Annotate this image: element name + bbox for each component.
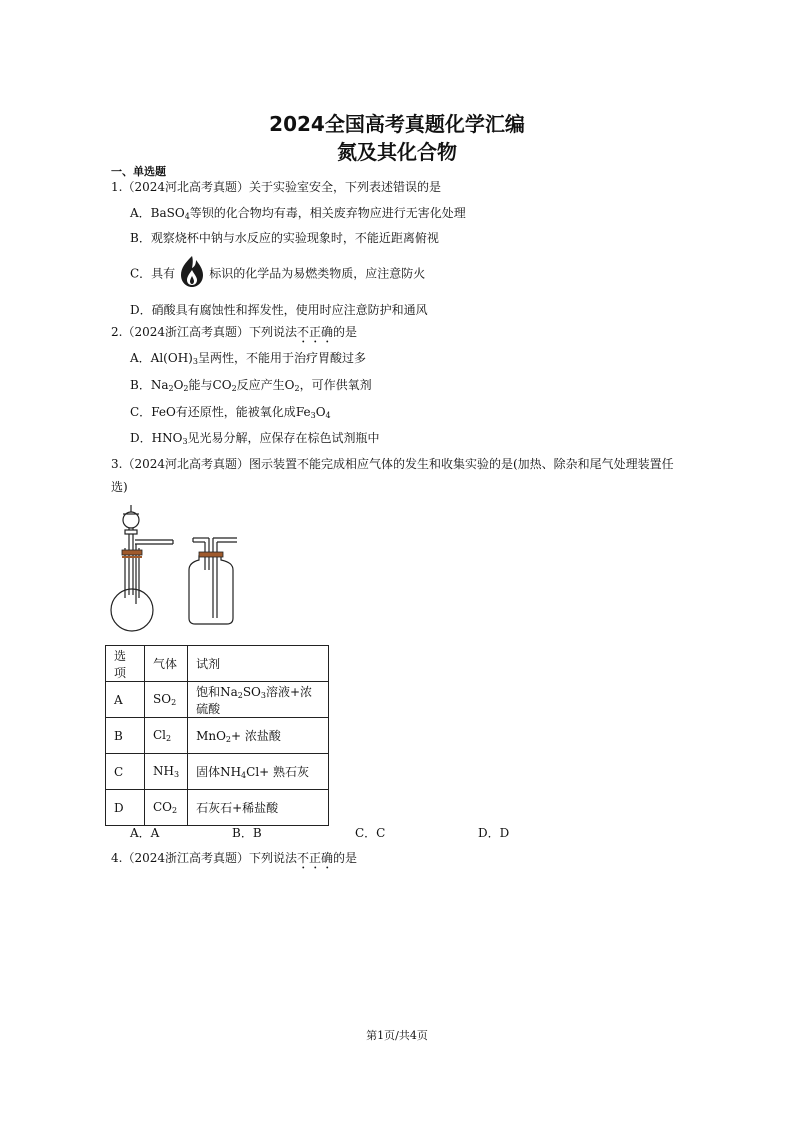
document-title: 2024全国高考真题化学汇编	[269, 112, 525, 136]
option-cell: D	[106, 790, 145, 826]
question-3-stem-line1: 3.（2024河北高考真题）图示装置不能完成相应气体的发生和收集实验的是(加热、除杂和尾气处理装置任	[111, 457, 674, 471]
q3-answer-b: B．B	[232, 826, 262, 840]
q1-option-d: D．硝酸具有腐蚀性和挥发性，使用时应注意防护和通风	[130, 303, 428, 317]
q1-option-a: A．BaSO$_4$等钡的化合物均有毒，相关废弃物应进行无害化处理	[130, 206, 466, 221]
document-subtitle: 氮及其化合物	[337, 140, 457, 164]
option-cell: A	[106, 682, 145, 718]
section-heading: 一、单选题	[111, 165, 166, 178]
option-cell: C	[106, 754, 145, 790]
reagent-table	[105, 645, 329, 826]
q2-option-a: A．$Al(OH)_3$呈两性，不能用于治疗胃酸过多	[130, 351, 366, 366]
question-4-stem: 4.（2024浙江高考真题）下列说法不正确的是	[111, 851, 358, 865]
gas-cell: $NH_3$	[145, 754, 188, 790]
round-bottom-flask	[111, 589, 153, 631]
table-header-cell: 选项	[106, 646, 145, 682]
table-row	[106, 718, 329, 754]
question-2-stem: 2.（2024浙江高考真题）下列说法不正确的是	[111, 325, 358, 339]
q2-option-b: B．$Na_2O_2$能与$CO_2$反应产生$O_2$，可作供氧剂	[130, 378, 372, 393]
gas-cell: $CO_2$	[145, 790, 188, 826]
reagent-cell: 石灰石+稀盐酸	[188, 790, 329, 826]
gas-cell: $Cl_2$	[145, 718, 188, 754]
q3-answer-c: C．C	[355, 826, 386, 840]
q1-option-b: B．观察烧杯中钠与水反应的实验现象时，不能近距离俯视	[130, 231, 439, 245]
table-header-cell: 试剂	[188, 646, 329, 682]
q2-option-c: C．FeO有还原性，能被氧化成$Fe_3O_4$	[130, 405, 331, 420]
gas-collection-bottle-diagram	[185, 530, 245, 630]
page-footer: 第1页/共4页	[366, 1029, 428, 1042]
table-header-row	[106, 646, 329, 682]
reagent-cell: MnO$_2$+ 浓盐酸	[188, 718, 329, 754]
reagent-cell: 固体$NH_4Cl+$ 熟石灰	[188, 754, 329, 790]
table-row	[106, 754, 329, 790]
q3-answer-d: D．D	[478, 826, 510, 840]
question-3-stem-line2: 选)	[111, 480, 128, 494]
reagent-cell: 饱和$Na_2SO_3$溶液+浓硫酸	[188, 682, 329, 718]
q3-answer-a: A．A	[130, 826, 160, 840]
table-row	[106, 682, 329, 718]
option-cell: B	[106, 718, 145, 754]
question-1-stem: 1.（2024河北高考真题）关于实验室安全，下列表述错误的是	[111, 180, 441, 194]
q1-option-c: C．具有 标识的化学品为易燃类物质，应注意防火	[130, 264, 425, 284]
table-row	[106, 790, 329, 826]
table-header-cell: 气体	[145, 646, 188, 682]
flammable-symbol-icon	[175, 254, 209, 284]
q2-option-d: D．$HNO_3$见光易分解，应保存在棕色试剂瓶中	[130, 431, 380, 446]
gas-cell: $SO_2$	[145, 682, 188, 718]
